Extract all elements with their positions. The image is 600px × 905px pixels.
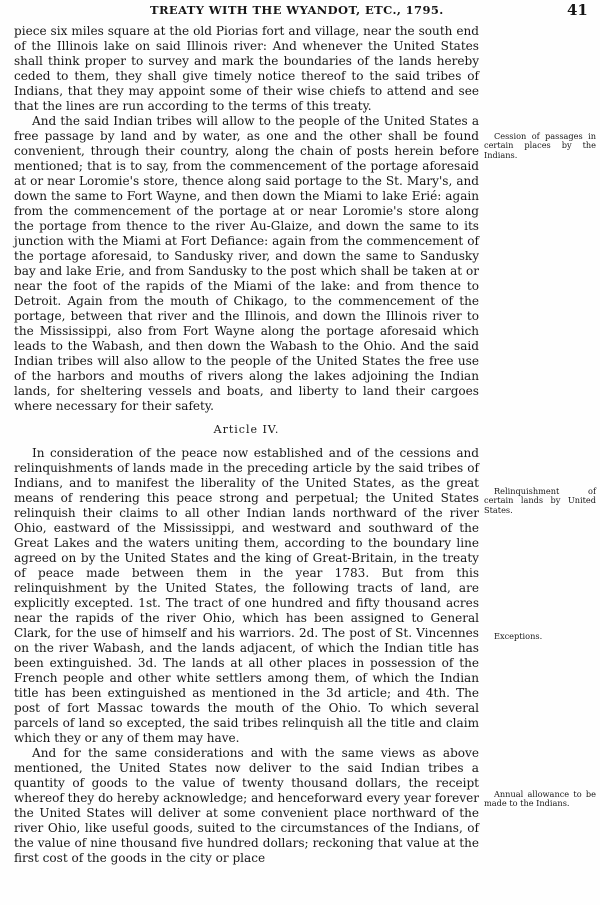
main-text-column <box>14 24 479 866</box>
paragraph-3: In consideration of the peace now established and of the cessions and relinquishments of lands made in the preceding article by the said tribes of Indians, and to manifest the liberality of the United States, as the great means of rendering this peace strong and perpetual; the United States relinquish their claims to all other Indian lands northward of the river Ohio, eastward of the Mississippi, and westward and southward of the Great Lakes and the waters uniting them, according to the boundary line agreed on by the United States and the king of Great-Britain, in the treaty of peace made between them in the year 1783. But from this relinquishment by the United States, the following tracts of land, are explicitly excepted. 1st. The tract of one hundred and fifty thousand acres near the rapids of the river Ohio, which has been assigned to General Clark, for the use of himself and his warriors. 2d. The post of St. Vincennes on the river Wabash, and the lands adjacent, of which the Indian title has been extinguished. 3d. The lands at all other places in possession of the French people and other white settlers among them, of which the Indian title has been extinguished as mentioned in the 3d article; and 4th. The post of fort Massac towards the mouth of the Ohio. To which several parcels of land so excepted, the said tribes relinquish all the title and claim which they or any of them may have. <box>14 446 479 745</box>
paragraph-1: piece six miles square at the old Piorias fort and village, near the south end of the Illinois lake on said Illinois river: And whenever the United States shall think proper to survey and mark the boundaries of the lands hereby ceded to them, they shall give timely notice thereof to the said tribes of Indians, that they may appoint some of their wise chiefs to attend and see that the lines are run according to the terms of this treaty. <box>14 24 479 113</box>
sidenote-allowance: Annual allowance to be made to the Indians. <box>484 789 596 809</box>
sidenote-relinquishment: Relinquishment of certain lands by United States. <box>484 486 596 515</box>
page-number: 41 <box>567 1 588 19</box>
sidenote-exceptions: Exceptions. <box>494 631 543 641</box>
sidenote-passages: Cession of passages in certain places by the Indians. <box>484 131 596 160</box>
article-heading: Article IV. <box>213 423 280 436</box>
running-header <box>0 0 600 22</box>
paragraph-2: And the said Indian tribes will allow to the people of the United States a free passage by land and by water, as one and the other shall be found convenient, through their country, along the chain of posts herein before mentioned; that is to say, from the commencement of the portage aforesaid at or near Loromie's store, thence along said portage to the St. Mary's, and down the same to Fort Wayne, and then down the Miami to lake Erié: again from the commencement of the portage at or near Loromie's store along the portage from thence to the river Au-Glaize, and down the same to its junction with the Miami at Fort Defiance: again from the commencement of the portage aforesaid, to Sandusky river, and down the same to Sandusky bay and lake Erie, and from Sandusky to the post which shall be taken at or near the foot of the rapids of the Miami of the lake: and from thence to Detroit. Again from the mouth of Chikago, to the commencement of the portage, between that river and the Illinois, and down the Illinois river to the Mississippi, also from Fort Wayne along the portage aforesaid which leads to the Wabash, and then down the Wabash to the Ohio. And the said Indian tribes will also allow to the people of the United States the free use of the harbors and mouths of rivers along the lakes adjoining the Indian lands, for sheltering vessels and boats, and liberty to land their cargoes where necessary for their safety. <box>14 114 479 413</box>
header-title: TREATY WITH THE WYANDOT, ETC., 1795. <box>150 3 444 17</box>
paragraph-4: And for the same considerations and with the same views as above mentioned, the United States now deliver to the said Indian tribes a quantity of goods to the value of twenty thousand dollars, the receipt whereof they do hereby acknowledge; and henceforward every year forever the United States will deliver at some convenient place northward of the river Ohio, like useful goods, suited to the circumstances of the Indians, of the value of nine thousand five hundred dollars; reckoning that value at the first cost of the goods in the city or place <box>14 746 479 865</box>
